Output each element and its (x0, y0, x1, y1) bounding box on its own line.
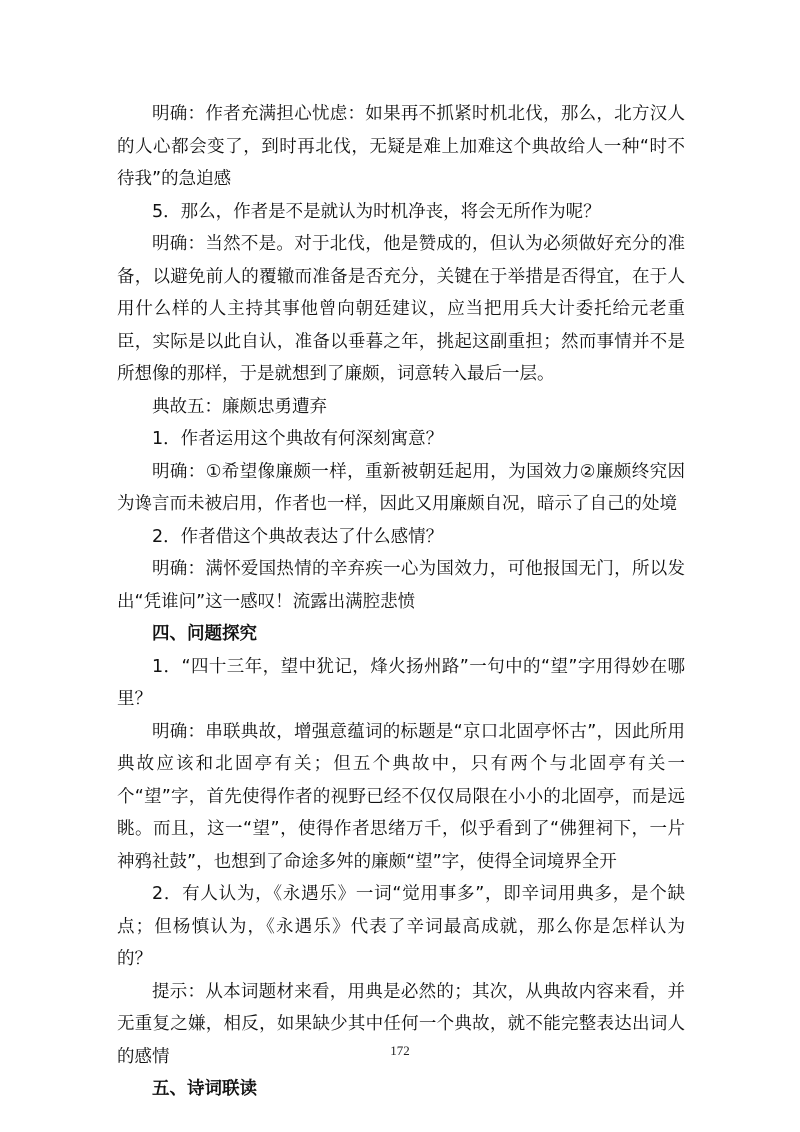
hint-paragraph: 提示：从本词题材来看，用典是必然的；其次，从典故内容来看，并无重复之嫌，相反，如果缺少其中任何一个典故，就不能完整表达出词人的感情 (117, 981, 685, 1067)
section-heading-five: 五、诗词联读 (152, 1079, 257, 1099)
question-paragraph-inquiry-1: 1．“四十三年，望中犹记，烽火扬州路”一句中的“望”字用得妙在哪里？ (117, 656, 685, 709)
page-content (117, 98, 685, 1106)
answer-paragraph-4: 明确：满怀爱国热情的辛弃疾一心为国效力，可他报国无门，所以发出“凭谁问”这一感叹！流露出满腔悲愤 (117, 559, 685, 612)
page-number: 172 (390, 1043, 410, 1058)
question-paragraph-allusion-1: 1．作者运用这个典故有何深刻寓意？ (152, 429, 444, 449)
answer-paragraph-3: 明确：①希望像廉颇一样，重新被朝廷起用，为国效力②廉颇终究因为谗言而未被启用，作者也一样，因此又用廉颇自况，暗示了自己的处境 (117, 461, 685, 514)
answer-paragraph-2: 明确：当然不是。对于北伐，他是赞成的，但认为必须做好充分的准备，以避免前人的覆辙而准备是否充分，关键在于举措是否得宜，在于人用什么样的人主持其事他曾向朝廷建议，应当把用兵大计委托给元老重臣，实际是以此自认，准备以垂暮之年，挑起这副重担；然而事情并不是所想像的那样，于是就想到了廉颇，词意转入最后一层。 (117, 234, 685, 384)
answer-paragraph-1: 明确：作者充满担心忧虑：如果再不抓紧时机北伐，那么，北方汉人的人心都会变了，到时再北伐，无疑是难上加难这个典故给人一种“时不待我”的急迫感 (117, 104, 685, 189)
question-paragraph-allusion-2: 2．作者借这个典故表达了什么感情？ (152, 526, 444, 547)
answer-paragraph-5: 明确：串联典故，增强意蕴词的标题是“京口北固亭怀古”，因此所用典故应该和北固亭有关；但五个典故中，只有两个与北固亭有关一个“望”字，首先使得作者的视野已经不仅仅局限在小小的北固亭，而是远眺。而且，这一“望”，使得作者思绪万千，似乎看到了“佛狸祠下，一片神鸦社鼓”，也想到了命途多舛的廉颇“望”字，使得全词境界全开 (117, 721, 685, 872)
question-paragraph-inquiry-2: 2．有人认为，《永遇乐》一词“觉用事多”，即辛词用典多，是个缺点；但杨慎认为，《永遇乐》代表了辛词最高成就，那么你是怎样认为的？ (117, 884, 685, 969)
question-paragraph-5: 5．那么，作者是不是就认为时机净丧，将会无所作为呢？ (152, 201, 601, 222)
section-heading-four: 四、问题探究 (152, 624, 257, 644)
allusion-five-subheading: 典故五：廉颇忠勇遭弃 (152, 396, 327, 417)
